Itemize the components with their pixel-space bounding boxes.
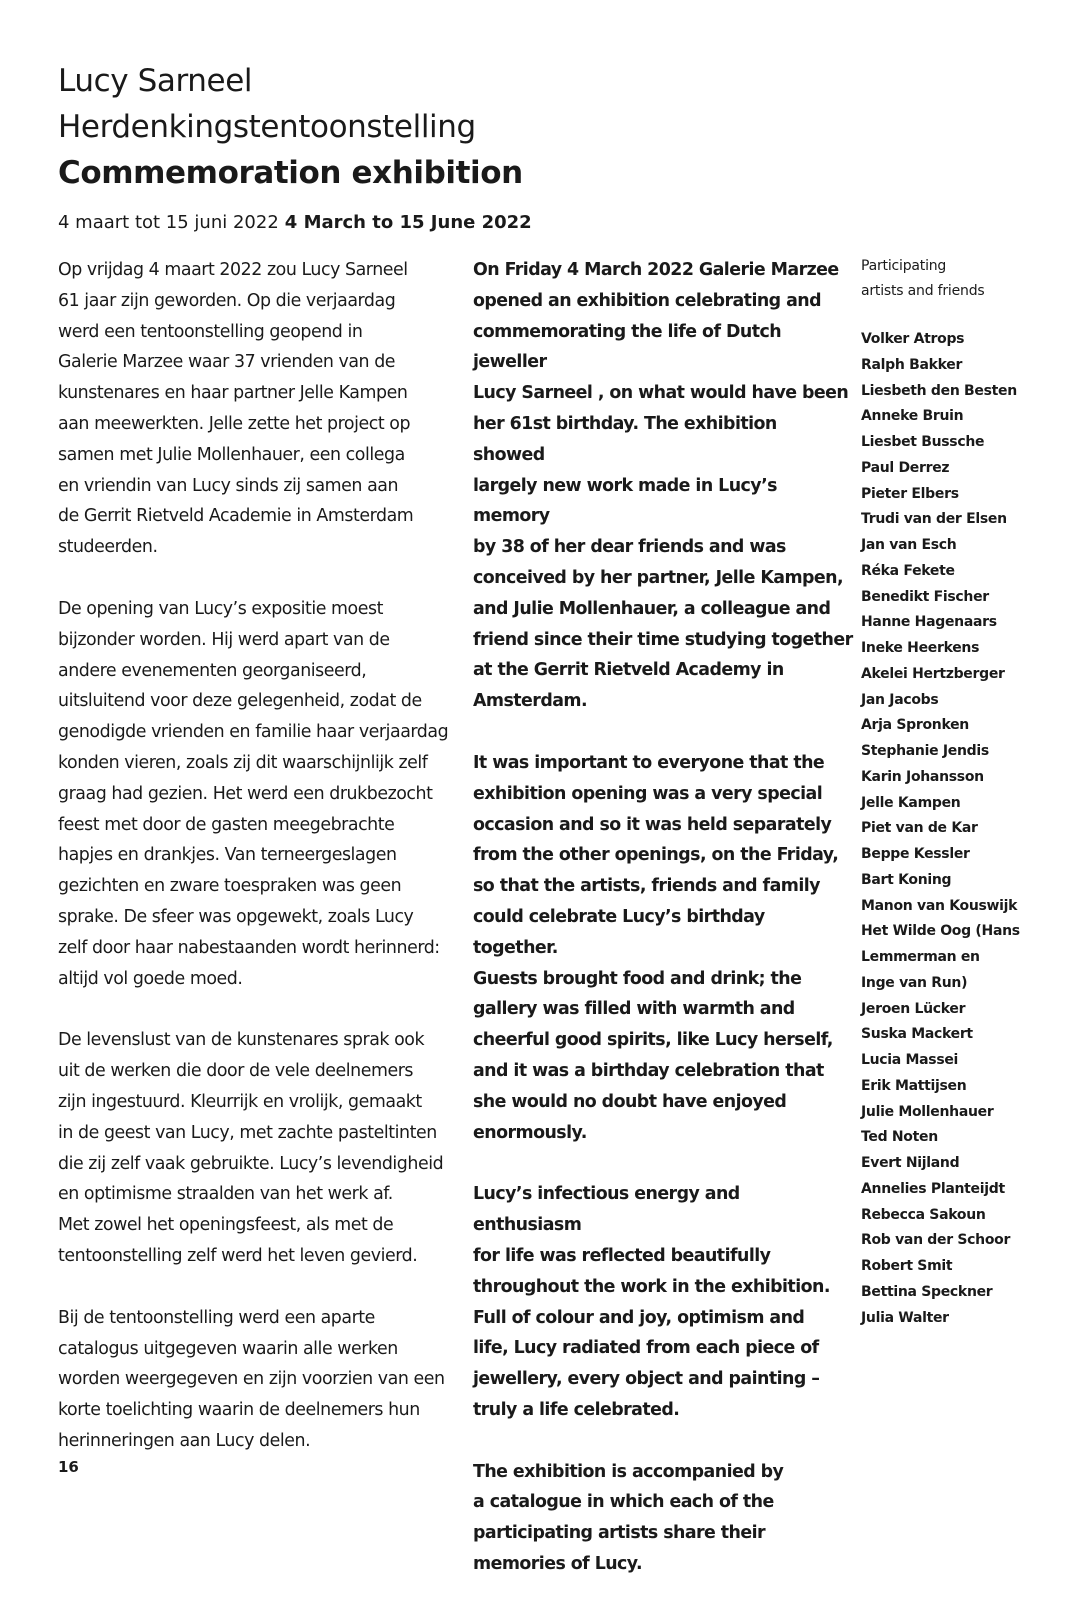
participant-name: Manon van Kouswijk xyxy=(861,897,1018,914)
participant-name: Liesbet Bussche xyxy=(861,434,985,450)
participant-name: Réka Fekete xyxy=(861,562,955,579)
participant-name: Trudi van der Elsen xyxy=(861,511,1007,528)
page-number: 16 xyxy=(58,1458,79,1476)
title-english: Commemoration exhibition xyxy=(58,155,523,191)
participant-name: Robert Smit xyxy=(861,1258,953,1274)
page-title xyxy=(58,58,523,196)
participant-name: Hanne Hagenaars xyxy=(861,614,997,631)
participant-name: Evert Nijland xyxy=(861,1155,960,1171)
participant-name: Jeroen Lücker xyxy=(861,1000,966,1017)
participant-name: Erik Mattijsen xyxy=(861,1077,967,1094)
english-paragraph: On Friday 4 March 2022 Galerie Marzee opened an exhibition celebrating and commemorating the life of Dutch jeweller Lucy Sarneel , on what would have been her 61st birthday. The exhibition showed largely new work made in Lucy’s memory by 38 of her dear friends and was conceived by her partner, Jelle Kampen, and Julie Mollenhauer, a colleague and friend since their time studying together at the Gerrit Rietveld Academy in Amsterdam. xyxy=(473,260,853,712)
participant-name: Rob van der Schoor xyxy=(861,1232,1011,1249)
english-paragraph: It was important to everyone that the exhibition opening was a very special occasion and so it was held separately from the other openings, on the Friday, so that the artists, friends and family could celebrate Lucy’s birthday together. Guests brought food and drink; the gallery was filled with warmth and cheerful good spirits, like Lucy herself, and it was a birthday celebration that she would no doubt have enjoyed enormously. xyxy=(473,752,839,1143)
participant-name: Stephanie Jendis xyxy=(861,743,989,759)
participant-name: Suska Mackert xyxy=(861,1026,973,1043)
exhibition-dates xyxy=(58,210,532,236)
participant-name: Jelle Kampen xyxy=(861,794,961,811)
participant-name: Pieter Elbers xyxy=(861,485,959,502)
dutch-text-column xyxy=(58,255,478,1488)
participant-name: Rebecca Sakoun xyxy=(861,1206,986,1223)
participant-name: Het Wilde Oog (Hans xyxy=(861,923,1020,940)
participant-name: Karin Johansson xyxy=(861,768,984,785)
participant-name: Liesbeth den Besten xyxy=(861,382,1017,399)
participant-name: Piet van de Kar xyxy=(861,820,978,837)
dates-english: 4 March to 15 June 2022 xyxy=(284,212,532,233)
participant-name: Ralph Bakker xyxy=(861,356,963,373)
participant-name: Volker Atrops xyxy=(861,331,965,347)
participant-name: Lemmerman en xyxy=(861,949,980,965)
participant-name: Julie Mollenhauer xyxy=(861,1103,994,1120)
participant-name: Jan van Esch xyxy=(861,537,957,553)
participant-name: Bart Koning xyxy=(861,871,952,888)
participant-name: Arja Spronken xyxy=(861,717,969,734)
participants-sidebar xyxy=(861,254,1071,1331)
dutch-paragraph: De opening van Lucy’s expositie moest bijzonder worden. Hij werd apart van de andere evenementen georganiseerd, uitsluitend voor deze gelegenheid, zodat de genodigde vrienden en familie haar verjaardag konden vieren, zoals zij dit waarschijnlijk zelf graag had gezien. Het werd een drukbezocht feest met door de gasten meegebrachte hapjes en drankjes. Van terneergeslagen gezichten en zware toespraken was geen sprake. De sfeer was opgewekt, zoals Lucy zelf door haar nabestaanden wordt herinnerd: altijd vol goede moed. xyxy=(58,598,449,989)
title-dutch: Herdenkingstentoonstelling xyxy=(58,109,476,145)
participant-name: Julia Walter xyxy=(861,1309,949,1326)
dates-dutch: 4 maart tot 15 juni 2022 xyxy=(58,212,279,233)
title-artist-name: Lucy Sarneel xyxy=(58,63,253,99)
participants-heading: Participating artists and friends xyxy=(861,258,985,299)
dutch-paragraph: Op vrijdag 4 maart 2022 zou Lucy Sarneel 61 jaar zijn geworden. Op die verjaardag werd een tentoonstelling geopend in Galerie Marzee waar 37 vrienden van de kunstenares en haar partner Jelle Kampen aan meewerkten. Jelle zette het project op samen met Julie Mollenhauer, een collega en vriendin van Lucy sinds zij samen aan de Gerrit Rietveld Academie in Amsterdam studeerden. xyxy=(58,260,414,558)
participant-name: Anneke Bruin xyxy=(861,408,964,425)
dutch-paragraph: De levenslust van de kunstenares sprak ook uit de werken die door de vele deelnemers zijn ingestuurd. Kleurrijk en vrolijk, gemaakt in de geest van Lucy, met zachte pasteltinten die zij zelf vaak gebruikte. Lucy’s levendigheid en optimisme straalden van het werk af. Met zowel het openingsfeest, als met de tentoonstelling zelf werd het leven gevierd. xyxy=(58,1030,444,1266)
participant-name: Bettina Speckner xyxy=(861,1283,993,1300)
dutch-paragraph: Bij de tentoonstelling werd een aparte catalogus uitgegeven waarin alle werken worden weergegeven en zijn voorzien van een korte toelichting waarin de deelnemers hun herinneringen aan Lucy delen. xyxy=(58,1307,445,1451)
participant-name: Inge van Run) xyxy=(861,974,968,991)
english-paragraph: The exhibition is accompanied by a catalogue in which each of the participating artists share their memories of Lucy. xyxy=(473,1461,784,1575)
participant-name: Jan Jacobs xyxy=(861,691,939,708)
participant-name: Paul Derrez xyxy=(861,459,950,476)
participant-name: Akelei Hertzberger xyxy=(861,665,1005,682)
participants-list xyxy=(861,327,1071,1331)
participant-name: Lucia Massei xyxy=(861,1052,959,1068)
participant-name: Annelies Planteijdt xyxy=(861,1180,1005,1197)
participant-name: Beppe Kessler xyxy=(861,846,970,862)
participant-name: Benedikt Fischer xyxy=(861,588,989,605)
english-paragraph: Lucy’s infectious energy and enthusiasm for life was reflected beautifully throughout the work in the exhibition. Full of colour and joy, optimism and life, Lucy radiated from each piece of jewellery, every object and painting – truly a life celebrated. xyxy=(473,1184,830,1420)
english-text-column xyxy=(473,255,853,1611)
participant-name: Ted Noten xyxy=(861,1129,938,1146)
participant-name: Ineke Heerkens xyxy=(861,640,980,656)
